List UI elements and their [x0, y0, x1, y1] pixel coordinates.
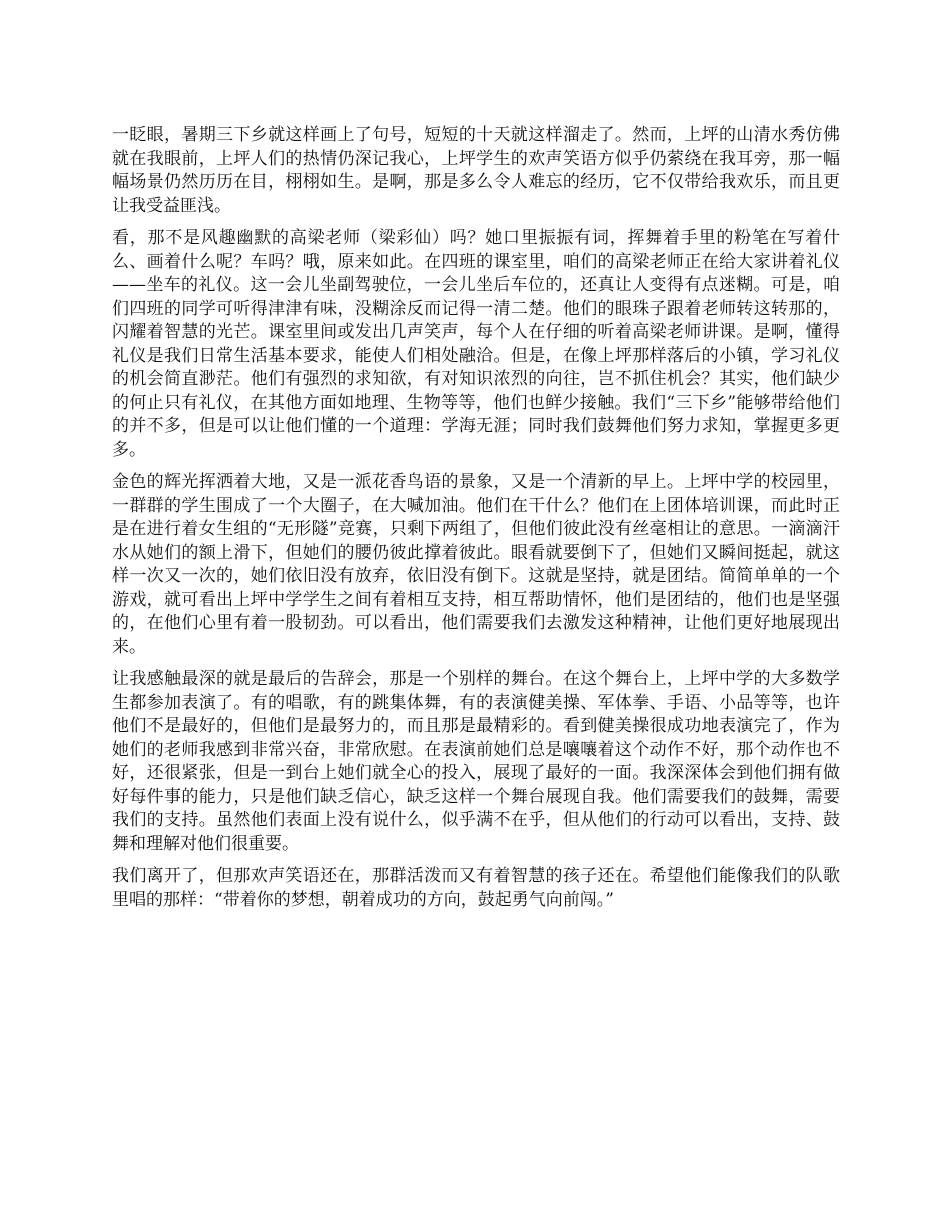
paragraph-closing: 我们离开了，但那欢声笑语还在，那群活泼而又有着智慧的孩子还在。希望他们能像我们的队歌里唱的那样：“带着你的梦想，朝着成功的方向，鼓起勇气向前闯。” — [112, 866, 840, 910]
document-body — [112, 124, 840, 921]
paragraph-etiquette-class: 看，那不是风趣幽默的高梁老师（梁彩仙）吗？她口里振振有词，挥舞着手里的粉笔在写着什么、画着什么呢？车吗？哦，原来如此。在四班的课室里，咱们的高梁老师正在给大家讲着礼仪——坐车的礼仪。这一会儿坐副驾驶位，一会儿坐后车位的，还真让人变得有点迷糊。可是，咱们四班的同学可听得津津有味，没糊涂反而记得一清二楚。他们的眼珠子跟着老师转这转那的，闪耀着智慧的光芒。课室里间或发出几声笑声，每个人在仔细的听着高梁老师讲课。是啊，懂得礼仪是我们日常生活基本要求，能使人们相处融洽。但是，在像上坪那样落后的小镇，学习礼仪的机会简直渺茫。他们有强烈的求知欲，有对知识浓烈的向往，岂不抓住机会？其实，他们缺少的何止只有礼仪，在其他方面如地理、生物等等，他们也鲜少接触。我们“三下乡”能够带给他们的并不多，但是可以让他们懂的一个道理：学海无涯；同时我们鼓舞他们努力求知，掌握更多更多。 — [112, 228, 840, 460]
paragraph-farewell-party: 让我感触最深的就是最后的告辞会，那是一个别样的舞台。在这个舞台上，上坪中学的大多数学生都参加表演了。有的唱歌，有的跳集体舞，有的表演健美操、军体拳、手语、小品等等，也许他们不是最好的，但他们是最努力的，而且那是最精彩的。看到健美操很成功地表演完了，作为她们的老师我感到非常兴奋，非常欣慰。在表演前她们总是嚷嚷着这个动作不好，那个动作也不好，还很紧张，但是一到台上她们就全心的投入，展现了最好的一面。我深深体会到他们拥有做好每件事的能力，只是他们缺乏信心，缺乏这样一个舞台展现自我。他们需要我们的鼓舞，需要我们的支持。虽然他们表面上没有说什么，似乎满不在乎，但从他们的行动可以看出，支持、鼓舞和理解对他们很重要。 — [112, 669, 840, 854]
paragraph-team-training: 金色的辉光挥洒着大地，又是一派花香鸟语的景象，又是一个清新的早上。上坪中学的校园里，一群群的学生围成了一个大圈子，在大喊加油。他们在干什么？他们在上团体培训课，而此时正是在进行着女生组的“无形隧”竞赛，只剩下两组了，但他们彼此没有丝毫相让的意思。一滴滴汗水从她们的额上滑下，但她们的腰仍彼此撑着彼此。眼看就要倒下了，但她们又瞬间挺起，就这样一次又一次的，她们依旧没有放弃，依旧没有倒下。这就是坚持，就是团结。简简单单的一个游戏，就可看出上坪中学学生之间有着相互支持，相互帮助情怀，他们是团结的，他们也是坚强的，在他们心里有着一股韧劲。可以看出，他们需要我们去激发这种精神，让他们更好地展现出来。 — [112, 472, 840, 657]
paragraph-intro: 一眨眼，暑期三下乡就这样画上了句号，短短的十天就这样溜走了。然而，上坪的山清水秀仿佛就在我眼前，上坪人们的热情仍深记我心，上坪学生的欢声笑语方似乎仍萦绕在我耳旁，那一幅幅场景仍然历历在目，栩栩如生。是啊，那是多么令人难忘的经历，它不仅带给我欢乐，而且更让我受益匪浅。 — [112, 125, 840, 216]
